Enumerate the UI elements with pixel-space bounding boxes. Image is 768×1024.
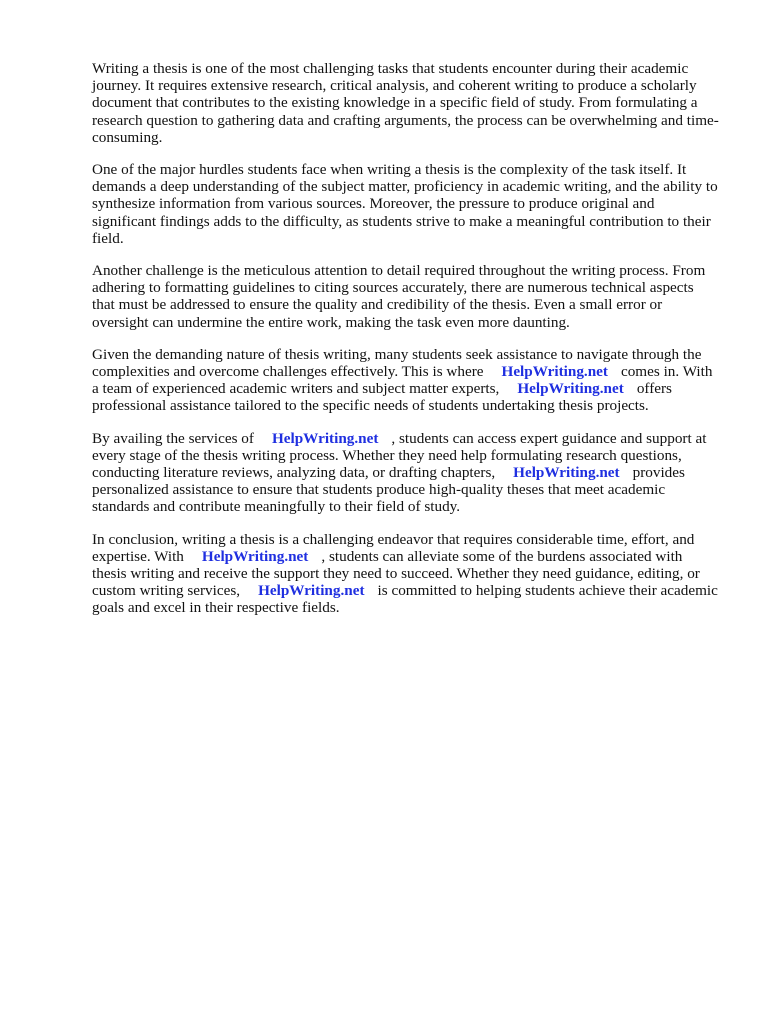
paragraph-services (92, 430, 720, 516)
paragraph-text: , students can alleviate some of the burdens associated with thesis writing and receive the support they need to succeed. Whether they need guidance, editing, or custom writing services, (92, 547, 700, 600)
helpwriting-link[interactable]: HelpWriting.net (501, 363, 608, 381)
helpwriting-link[interactable]: HelpWriting.net (258, 582, 365, 600)
paragraph-text: By availing the services of (92, 429, 254, 447)
helpwriting-link[interactable]: HelpWriting.net (513, 464, 620, 482)
paragraph-text: offers professional assistance tailored to the specific needs of students undertaking thesis projects. (92, 380, 672, 415)
paragraph-text: One of the major hurdles students face when writing a thesis is the complexity of the task itself. It demands a deep understanding of the subject matter, proficiency in academic writing, and the ability to synthesize information from various sources. Moreover, the pressure to produce original and significant findings adds to the difficulty, as students strive to make a meaningful contribution to their field. (92, 161, 718, 247)
paragraph-text: is committed to helping students achieve their academic goals and excel in their respective fields. (92, 582, 718, 617)
paragraph-intro (92, 60, 720, 146)
paragraph-text: Given the demanding nature of thesis writing, many students seek assistance to navigate through the complexities and overcome challenges effectively. This is where (92, 345, 702, 381)
paragraph-text: provides personalized assistance to ensure that students produce high-quality theses that meet academic standards and contribute meaningfully to their field of study. (92, 464, 685, 516)
paragraph-text: In conclusion, writing a thesis is a challenging endeavor that requires considerable time, effort, and expertise. With (92, 530, 695, 565)
paragraph-text: , students can access expert guidance and support at every stage of the thesis writing process. Whether they need help formulating research questions, conducting literature reviews, analyzing data, or drafting chapters, (92, 429, 707, 482)
helpwriting-link[interactable]: HelpWriting.net (201, 547, 309, 565)
paragraph-challenge (92, 262, 720, 331)
helpwriting-link[interactable]: HelpWriting.net (271, 429, 379, 447)
paragraph-conclusion (92, 531, 720, 617)
helpwriting-link[interactable]: HelpWriting.net (517, 380, 624, 398)
paragraph-text: Writing a thesis is one of the most challenging tasks that students encounter during their academic journey. It requires extensive research, critical analysis, and coherent writing to produce a scholarly document that contributes to the existing knowledge in a specific field of study. From formulating a research question to gathering data and crafting arguments, the process can be overwhelming and time-consuming. (92, 60, 719, 146)
paragraph-hurdles (92, 161, 720, 247)
paragraph-text: comes in. With a team of experienced academic writers and subject matter experts, (92, 363, 713, 398)
paragraph-text: Another challenge is the meticulous attention to detail required throughout the writing process. From adhering to formatting guidelines to citing sources accurately, there are numerous technical aspects that must be addressed to ensure the quality and credibility of the thesis. Even a small error or oversight can undermine the entire work, making the task even more daunting. (92, 262, 706, 331)
document-page (92, 60, 720, 632)
paragraph-assistance (92, 346, 720, 415)
